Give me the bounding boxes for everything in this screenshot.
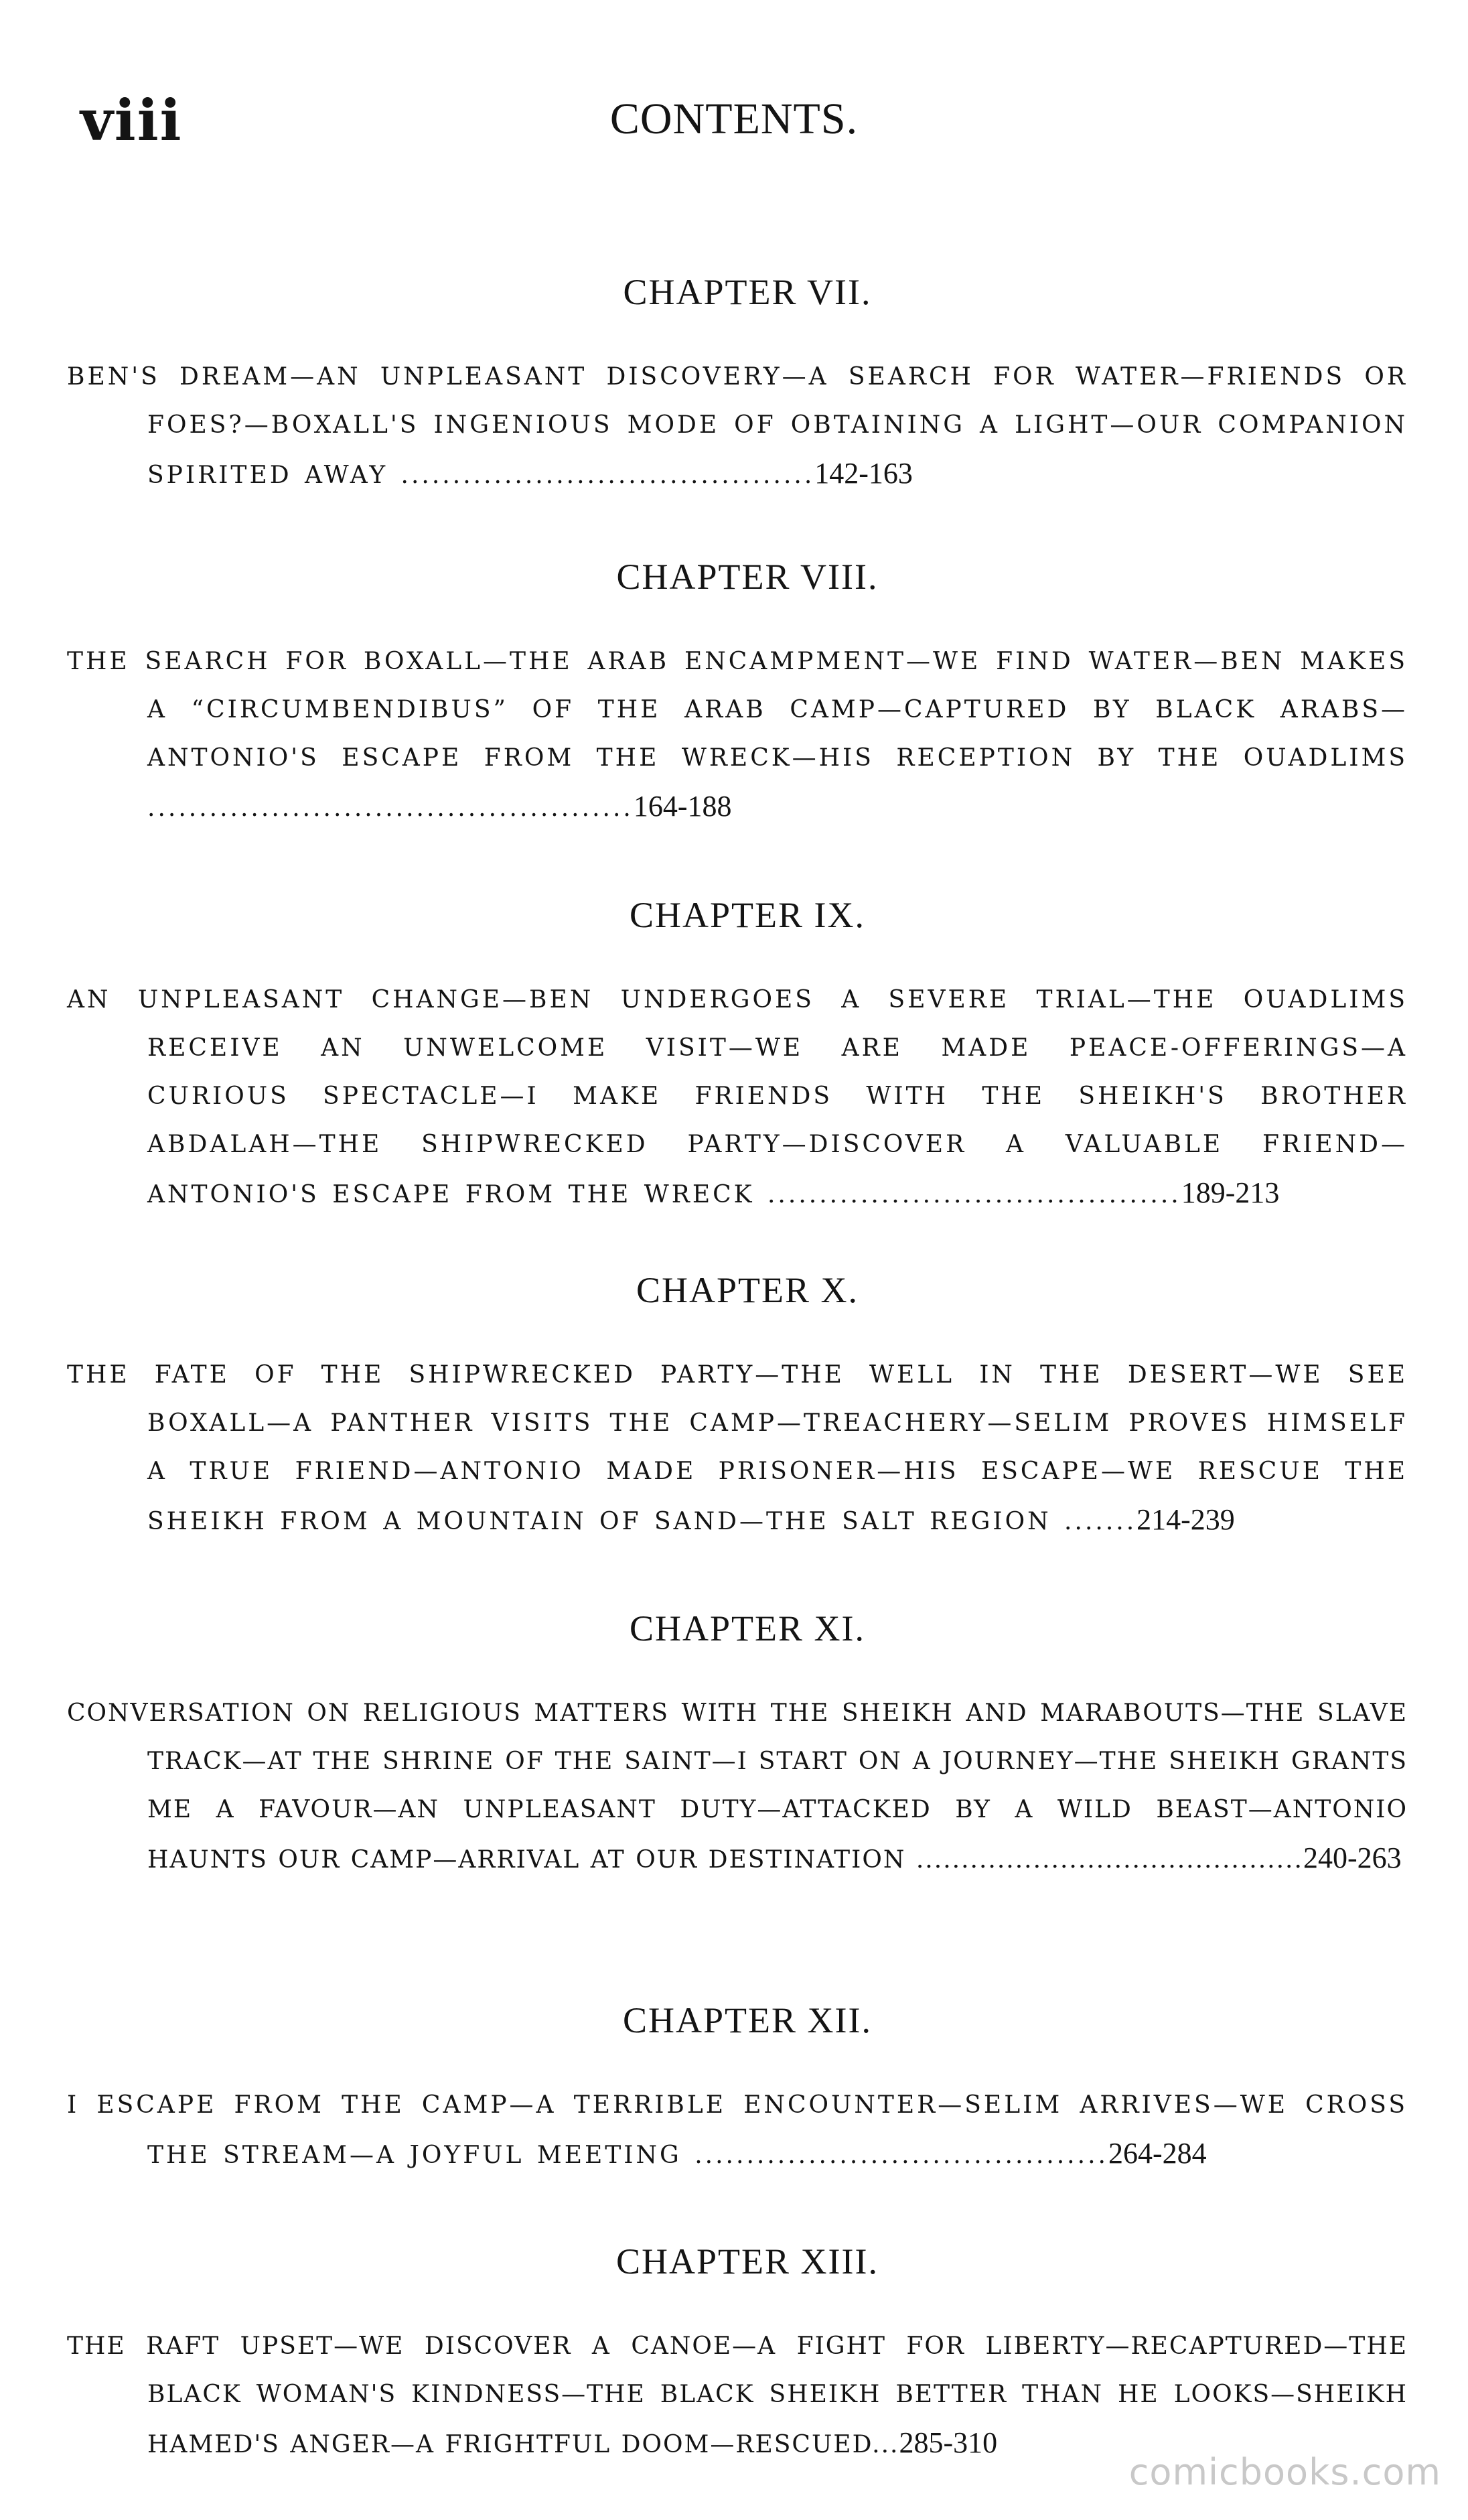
chapter-title: CHAPTER XIII. xyxy=(616,2241,879,2282)
synopsis-text: AN UNPLEASANT CHANGE—BEN UNDERGOES A SEVERE TRIAL—THE OUADLIMS RECEIVE AN UNWELCOME VISIT—WE ARE MADE PEACE-OFFERINGS—A CURIOUS SPECTACLE—I MAKE FRIENDS WITH THE SHEIKH'S BROTHER ABDALAH—THE SHIPWRECKED PARTY—DISCOVER A VALUABLE FRIEND—ANTONIO'S ESCAPE FROM THE WRECK xyxy=(67,986,1408,1208)
page-range: 214-239 xyxy=(1136,1503,1235,1536)
chapter-title: CHAPTER IX. xyxy=(629,895,865,935)
page-range: 189-213 xyxy=(1181,1176,1280,1209)
chapter-entry-ix xyxy=(0,894,1468,1219)
chapter-synopsis: CONVERSATION ON RELIGIOUS MATTERS WITH THE SHEIKH AND MARABOUTS—THE SLAVE TRACK—AT THE SHRINE OF THE SAINT—I START ON A JOURNEY—THE SHEIKH GRANTS ME A FAVOUR—AN UNPLEASANT DUTY—ATTACKED BY A WILD BEAST—ANTONIO HAUNTS OUR CAMP—ARRIVAL AT OUR DESTINATION ...........................................240-263 xyxy=(67,1699,1408,1874)
page-range: 285-310 xyxy=(899,2426,998,2459)
chapter-title: CHAPTER X. xyxy=(636,1270,859,1310)
chapter-title: CHAPTER XII. xyxy=(623,2000,872,2040)
running-head: CONTENTS. xyxy=(609,94,859,143)
chapter-title: CHAPTER VIII. xyxy=(616,557,879,597)
page-range: 142-163 xyxy=(814,457,913,490)
chapter-synopsis: AN UNPLEASANT CHANGE—BEN UNDERGOES A SEVERE TRIAL—THE OUADLIMS RECEIVE AN UNWELCOME VISIT—WE ARE MADE PEACE-OFFERINGS—A CURIOUS SPECTACLE—I MAKE FRIENDS WITH THE SHEIKH'S BROTHER ABDALAH—THE SHIPWRECKED PARTY—DISCOVER A VALUABLE FRIEND—ANTONIO'S ESCAPE FROM THE WRECK ........................................189-213 xyxy=(67,986,1408,1209)
chapter-entry-viii xyxy=(0,556,1468,833)
chapter-entry-vii xyxy=(0,271,1468,500)
page-range: 264-284 xyxy=(1108,2137,1207,2170)
chapter-title: CHAPTER VII. xyxy=(623,272,872,312)
synopsis-text: THE RAFT UPSET—WE DISCOVER A CANOE—A FIGHT FOR LIBERTY—RECAPTURED—THE BLACK WOMAN'S KINDNESS—THE BLACK SHEIKH BETTER THAN HE LOOKS—SHEIKH HAMED'S ANGER—A FRIGHTFUL DOOM—RESCUED xyxy=(67,2332,1408,2458)
chapter-entry-xiii xyxy=(0,2241,1468,2469)
synopsis-text: BEN'S DREAM—AN UNPLEASANT DISCOVERY—A SEARCH FOR WATER—FRIENDS OR FOES?—BOXALL'S INGENIOUS MODE OF OBTAINING A LIGHT—OUR COMPANION SPIRITED AWAY xyxy=(67,363,1408,489)
watermark: comicbooks.com xyxy=(1128,2451,1441,2493)
page-range: 240-263 xyxy=(1303,1841,1402,1874)
chapter-synopsis: BEN'S DREAM—AN UNPLEASANT DISCOVERY—A SEARCH FOR WATER—FRIENDS OR FOES?—BOXALL'S INGENIOUS MODE OF OBTAINING A LIGHT—OUR COMPANION SPIRITED AWAY ........................................142-163 xyxy=(67,363,1408,490)
chapter-synopsis: THE SEARCH FOR BOXALL—THE ARAB ENCAMPMENT—WE FIND WATER—BEN MAKES A “CIRCUMBENDIBUS” OF THE ARAB CAMP—CAPTURED BY BLACK ARABS—ANTONIO'S ESCAPE FROM THE WRECK—HIS RECEPTION BY THE OUADLIMS ...............................................164-188 xyxy=(67,648,1408,823)
page-range: 164-188 xyxy=(633,790,732,823)
synopsis-text: THE FATE OF THE SHIPWRECKED PARTY—THE WELL IN THE DESERT—WE SEE BOXALL—A PANTHER VISITS THE CAMP—TREACHERY—SELIM PROVES HIMSELF A TRUE FRIEND—ANTONIO MADE PRISONER—HIS ESCAPE—WE RESCUE THE SHEIKH FROM A MOUNTAIN OF SAND—THE SALT REGION xyxy=(67,1361,1408,1535)
page-number: viii xyxy=(80,87,183,153)
chapter-entry-xii xyxy=(0,2000,1468,2180)
synopsis-text: CONVERSATION ON RELIGIOUS MATTERS WITH THE SHEIKH AND MARABOUTS—THE SLAVE TRACK—AT THE SHRINE OF THE SAINT—I START ON A JOURNEY—THE SHEIKH GRANTS ME A FAVOUR—AN UNPLEASANT DUTY—ATTACKED BY A WILD BEAST—ANTONIO HAUNTS OUR CAMP—ARRIVAL AT OUR DESTINATION xyxy=(67,1699,1408,1874)
chapter-synopsis: THE FATE OF THE SHIPWRECKED PARTY—THE WELL IN THE DESERT—WE SEE BOXALL—A PANTHER VISITS THE CAMP—TREACHERY—SELIM PROVES HIMSELF A TRUE FRIEND—ANTONIO MADE PRISONER—HIS ESCAPE—WE RESCUE THE SHEIKH FROM A MOUNTAIN OF SAND—THE SALT REGION .......214-239 xyxy=(67,1361,1408,1536)
chapter-synopsis: THE RAFT UPSET—WE DISCOVER A CANOE—A FIGHT FOR LIBERTY—RECAPTURED—THE BLACK WOMAN'S KINDNESS—THE BLACK SHEIKH BETTER THAN HE LOOKS—SHEIKH HAMED'S ANGER—A FRIGHTFUL DOOM—RESCUED...285-310 xyxy=(67,2332,1408,2459)
synopsis-text: I ESCAPE FROM THE CAMP—A TERRIBLE ENCOUNTER—SELIM ARRIVES—WE CROSS THE STREAM—A JOYFUL MEETING xyxy=(67,2091,1408,2169)
chapter-entry-xi xyxy=(0,1608,1468,1884)
chapter-title: CHAPTER XI. xyxy=(629,1608,865,1649)
chapter-entry-x xyxy=(0,1269,1468,1546)
chapter-synopsis: I ESCAPE FROM THE CAMP—A TERRIBLE ENCOUNTER—SELIM ARRIVES—WE CROSS THE STREAM—A JOYFUL MEETING ........................................264-284 xyxy=(67,2091,1408,2170)
synopsis-text: THE SEARCH FOR BOXALL—THE ARAB ENCAMPMENT—WE FIND WATER—BEN MAKES A “CIRCUMBENDIBUS” OF THE ARAB CAMP—CAPTURED BY BLACK ARABS—ANTONIO'S ESCAPE FROM THE WRECK—HIS RECEPTION BY THE OUADLIMS xyxy=(67,648,1408,772)
